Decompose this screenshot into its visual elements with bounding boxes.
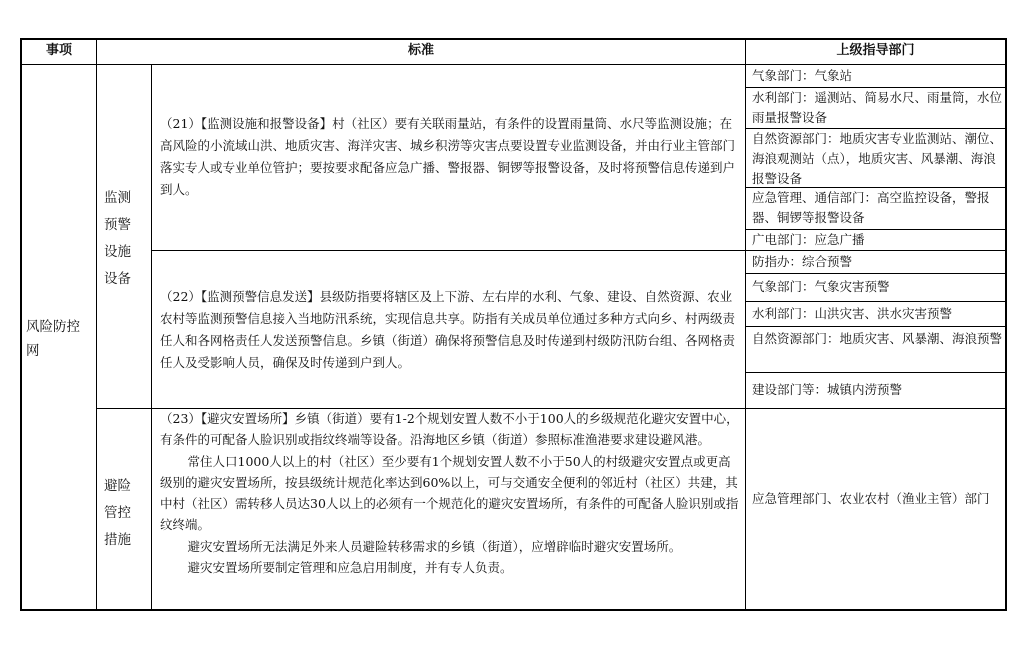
dept-item: 建设部门等：城镇内涝预警 [752,382,903,397]
dept-item: 应急管理、通信部门：高空监控设备，警报器、铜锣等报警设备 [752,190,990,225]
header-item: 事项 [45,43,72,58]
col-divider-sub [151,64,152,611]
col-divider-dept [745,38,746,611]
dept-item: 防指办：综合预警 [752,254,853,269]
standard-21-text: （21）【监测设施和报警设备】村（社区）要有关联雨量站，有条件的设置雨量筒、水尺等监测设施；在高风险的小流域山洪、地质灾害、海洋灾害、城乡积涝等灾害点要设置专业监测设备，并由行业主管部门落实专人或专业单位管护；要按要求配备应急广播、警报器、铜锣等报警设备，及时将预警信息传递到户到人。 [160,116,736,197]
dept-item: 自然资源部门：地质灾害专业监测站、潮位、海浪观测站（点），地质灾害、风暴潮、海浪报警设备 [752,131,1003,186]
dept-item: 广电部门：应急广播 [752,232,865,247]
dept-item: 水利部门：山洪灾害、洪水灾害预警 [752,306,953,321]
dept-item: 自然资源部门：地质灾害、风暴潮、海浪预警 [752,331,1003,346]
subcategory-char: 设备 [104,271,131,287]
standard-22 [160,286,740,374]
standard-22-text: （22）【监测预警信息发送】县级防指要将辖区及上下游、左右岸的水利、气象、建设、自然资源、农业农村等监测预警信息接入当地防汛系统，实现信息共享。防指有关成员单位通过多种方式向乡、村两级责任人和各网格责任人发送预警信息。乡镇（街道）确保将预警信息及时传递到村级防汛防台组、各网格责任人及受影响人员，确保及时传递到户到人。 [160,289,736,370]
dept-item: 水利部门：遥测站、简易水尺、雨量筒，水位雨量报警设备 [752,90,1003,125]
col-divider-item [96,38,97,611]
table-border-right [1005,38,1007,611]
standard-23-para: （23）【避灾安置场所】乡镇（街道）要有1-2个规划安置人数不小于100人的乡级规范化避灾安置中心，有条件的可配备人脸识别或指纹终端等设备。沿海地区乡镇（街道）参照标准渔港要求建设避风港。 [160,411,739,448]
row-21-bottom-line [152,250,1007,251]
subcategory-avoidance [104,473,144,554]
dept-item: 气象部门：气象灾害预警 [752,279,890,294]
dept-divider [746,326,1007,327]
standard-23-para: 避灾安置场所无法满足外来人员避险转移需求的乡镇（街道），应增辟临时避灾安置场所。 [187,538,682,554]
subcategory-char: 预警 [104,217,131,233]
dept-divider [746,372,1007,373]
subcategory-char: 避险 [104,478,131,494]
table-border-left [20,38,22,611]
standard-23 [160,408,740,578]
standard-23-para: 避灾安置场所要制定管理和应急启用制度，并有专人负责。 [187,560,513,576]
header-dept: 上级指导部门 [836,43,915,58]
table-border-bottom [20,609,1007,611]
subcategory-char: 措施 [104,532,131,548]
standard-21 [160,113,740,201]
dept-item: 应急管理部门、农业农村（渔业主管）部门 [752,491,990,506]
standard-23-para: 常住人口1000人以上的村（社区）至少要有1个规划安置人数不小于50人的村级避灾安置点或更高级别的避灾安置场所，按县级统计规范化率达到60%以上，可与交通安全便利的邻近村（社区）共建，其中村（社区）需转移人员达30人以上的必须有一个规范化的避灾安置场所，有条件的可配备人脸识别或指纹终端。 [160,453,739,533]
subcategory-char: 管控 [104,505,131,521]
header-standard: 标准 [407,43,434,58]
header-bottom-line [20,64,1007,65]
subcategory-char: 监测 [104,190,131,206]
subcategory-char: 设施 [104,244,131,260]
subcategory-monitoring [104,185,144,293]
dept-divider [746,301,1007,302]
category-label: 风险防控网 [26,319,80,359]
dept-divider [746,273,1007,274]
dept-item: 气象部门：气象站 [752,68,853,83]
